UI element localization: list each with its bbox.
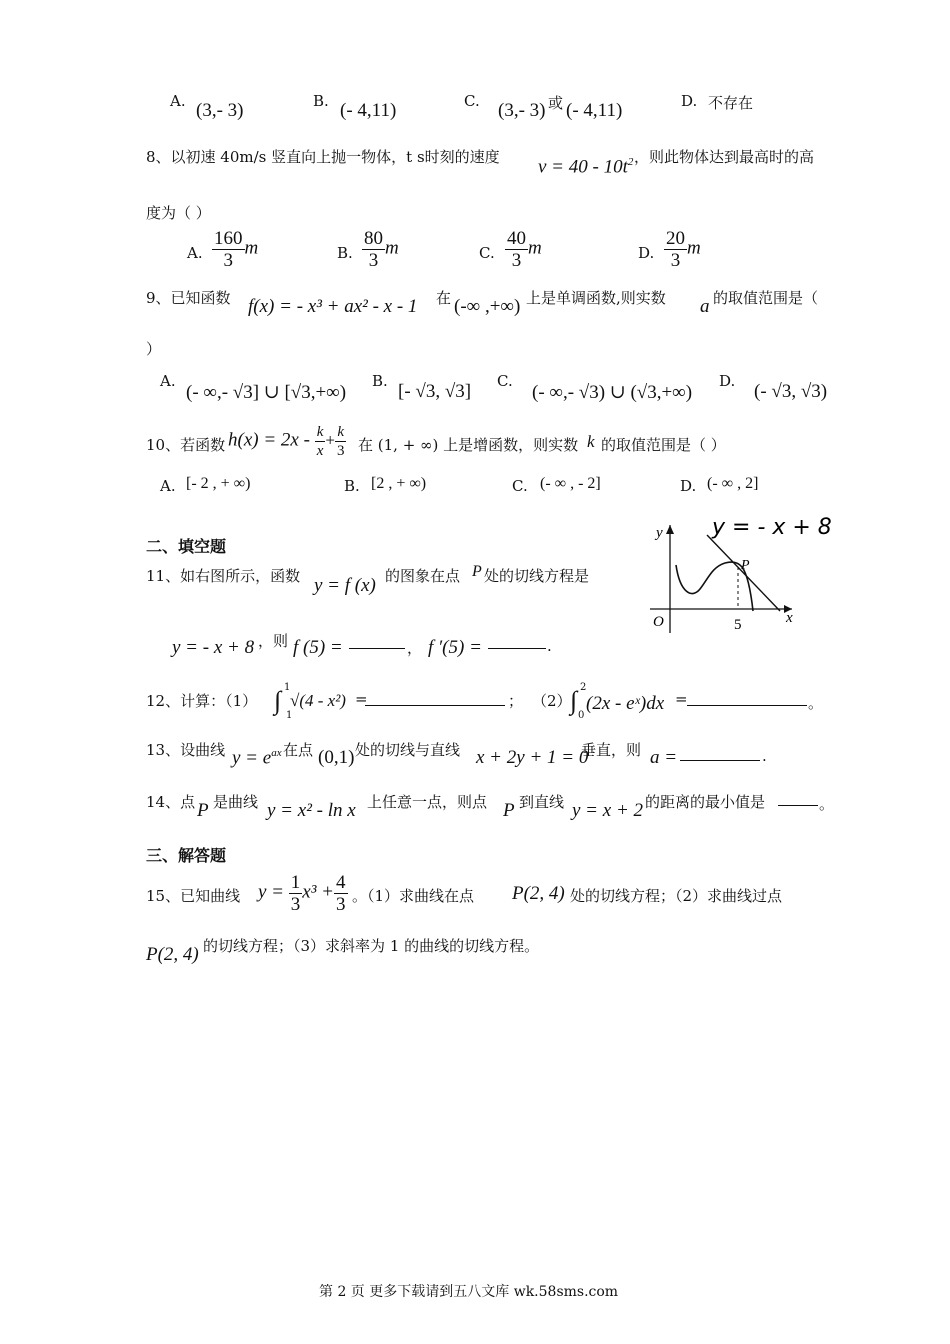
q11-separator: ， xyxy=(407,639,423,657)
q14-curve: y = x² - ln x xyxy=(267,800,356,821)
q10-option-b-label: B. xyxy=(344,477,360,495)
q12-part2: （2） xyxy=(532,692,572,710)
q10-option-c-label: C. xyxy=(512,477,528,495)
q8-option-b: $\frac{80}{3}$ m xyxy=(364,228,399,271)
q12-integral-1: ∫ 1 1 xyxy=(274,682,293,721)
q10-var-k: k xyxy=(587,432,595,451)
q14-text-start: 14、点 xyxy=(146,793,196,811)
q7-option-b-label: B. xyxy=(313,92,329,110)
q9-option-a: (- ∞,- √3] ∪ [√3,+∞) xyxy=(186,382,347,403)
q13-answer-blank[interactable] xyxy=(680,760,760,761)
graph-line-label: y = - x + 8 xyxy=(712,515,832,540)
q12-integral-2: ∫ 2 0 xyxy=(570,682,587,721)
q8-text-line2: 度为（ ） xyxy=(146,204,211,222)
tangent-graph xyxy=(640,505,832,640)
section-solve-heading: 三、解答题 xyxy=(146,846,227,865)
q13-end: . xyxy=(762,747,767,765)
q13-curve: $y = e^{ax}$ xyxy=(232,747,282,769)
q10-text-start: 10、若函数 xyxy=(146,436,226,454)
q8-velocity-formula: $v = 40 - 10t^2$ xyxy=(538,156,634,178)
q13-text-mid: 处的切线与直线 xyxy=(355,741,461,759)
q12-equals-2: = xyxy=(675,690,688,708)
q11-text-end: 处的切线方程是 xyxy=(484,567,590,585)
q11-answer-blank-2[interactable] xyxy=(488,648,546,649)
q15-point-2: P(2, 4) xyxy=(146,944,199,965)
q7-option-d: 不存在 xyxy=(708,94,754,112)
q11-f5: f (5) = xyxy=(293,637,343,658)
q9-text-in: 在 xyxy=(436,289,452,307)
q8-option-a: $\frac{160}{3}$ m xyxy=(214,228,259,271)
q7-option-a-label: A. xyxy=(170,92,186,110)
q15-point: P(2, 4) xyxy=(512,883,565,904)
q7-option-c-or: 或 xyxy=(548,94,564,112)
q8-option-b-label: B. xyxy=(337,244,353,262)
graph-y-label: y xyxy=(656,525,663,541)
q8-option-d-label: D. xyxy=(638,244,655,262)
q11-function: y = f (x) xyxy=(314,575,376,596)
section-fill-in-heading: 二、填空题 xyxy=(146,537,227,556)
q9-option-c-label: C. xyxy=(497,372,513,390)
q9-text-end: 的取值范围是（ xyxy=(713,289,819,307)
page-footer: 第 2 页 更多下载请到五八文库 wk.58sms.com xyxy=(319,1284,619,1300)
q8-option-c-label: C. xyxy=(479,244,495,262)
q7-option-c-label: C. xyxy=(464,92,480,110)
q11-text-start: 11、如右图所示，函数 xyxy=(146,567,301,585)
q15-text-part2: 处的切线方程；（2）求曲线过点 xyxy=(570,887,783,905)
q11-text-mid: 的图象在点 xyxy=(385,567,461,585)
q9-option-b: [- √3, √3] xyxy=(398,381,472,402)
q9-option-b-label: B. xyxy=(372,372,388,390)
q10-option-b: [2 , + ∞) xyxy=(371,475,427,492)
q13-point: (0,1) xyxy=(318,747,355,768)
q14-text-line: 到直线 xyxy=(519,793,565,811)
q10-text-mid: 在 (1, + ∞) 上是增函数，则实数 xyxy=(358,436,579,454)
q14-text-mid: 上任意一点，则点 xyxy=(367,793,488,811)
q10-text-end: 的取值范围是（ ） xyxy=(601,436,726,454)
q11-then: ，则 xyxy=(258,632,289,650)
q14-answer-blank[interactable] xyxy=(778,805,818,806)
q14-text-end: 的距离的最小值是 xyxy=(645,793,766,811)
graph-tick-label: 5 xyxy=(734,617,742,633)
q12-integrand-1: √(4 - x²) xyxy=(290,691,346,710)
q13-text-end: 垂直，则 xyxy=(581,741,642,759)
q12-answer-blank-2[interactable] xyxy=(687,705,807,706)
q13-var-a: a = xyxy=(650,747,678,768)
q7-option-d-label: D. xyxy=(681,92,698,110)
q10-option-c: (- ∞ , - 2] xyxy=(540,475,601,492)
q14-text-curve: 是曲线 xyxy=(213,793,259,811)
q9-option-d: (- √3, √3) xyxy=(754,381,828,402)
q10-function-formula: h(x) = 2x - $\frac{k}{x}$ + $\frac{k}{3}$ xyxy=(228,424,345,459)
q12-answer-blank-1[interactable] xyxy=(365,705,505,706)
q13-line: x + 2y + 1 = 0 xyxy=(476,747,589,768)
q8-text-start: 8、以初速 40m/s 竖直向上抛一物体，t s时刻的速度 xyxy=(146,148,500,166)
q15-curve: y = $\frac{1}{3}$ x³ + $\frac{4}{3}$ xyxy=(258,872,346,915)
q9-option-a-label: A. xyxy=(160,372,176,390)
q8-option-c: $\frac{40}{3}$ m xyxy=(507,228,542,271)
q9-option-d-label: D. xyxy=(719,372,736,390)
q14-point-p: P xyxy=(197,800,209,821)
q9-interval: (-∞ ,+∞) xyxy=(454,296,521,317)
q11-end: . xyxy=(547,637,552,655)
q15-text-part1: 。（1）求曲线在点 xyxy=(352,887,475,905)
q14-point-p2: P xyxy=(503,800,515,821)
graph-tangent-line xyxy=(707,535,780,611)
q13-text-at: 在点 xyxy=(283,741,314,759)
q12-integrand-2: (2x - eˣ)dx xyxy=(586,693,665,714)
q7-option-b: (- 4,11) xyxy=(340,100,397,121)
graph-x-label: x xyxy=(786,610,793,626)
q10-option-d-label: D. xyxy=(680,477,697,495)
q15-text-start: 15、已知曲线 xyxy=(146,887,241,905)
q9-var-a: a xyxy=(700,296,710,317)
q7-option-c1: (3,- 3) xyxy=(498,100,546,121)
q10-option-a-label: A. xyxy=(160,477,176,495)
graph-point-label: P xyxy=(741,558,750,573)
graph-y-arrow xyxy=(666,525,674,534)
q12-semicolon: ； xyxy=(508,692,524,710)
q10-option-d: (- ∞ , 2] xyxy=(707,475,759,492)
q10-option-a: [- 2 , + ∞) xyxy=(186,475,251,492)
q8-option-d: $\frac{20}{3}$ m xyxy=(666,228,701,271)
q9-text-start: 9、已知函数 xyxy=(146,289,231,307)
q13-text-start: 13、设曲线 xyxy=(146,741,226,759)
q11-fprime5: f ′(5) = xyxy=(428,637,482,658)
q7-option-a: (3,- 3) xyxy=(196,100,244,121)
q9-function-formula: f(x) = - x³ + ax² - x - 1 xyxy=(248,296,418,317)
q9-text-close: ） xyxy=(146,340,162,358)
q9-option-c: (- ∞,- √3) ∪ (√3,+∞) xyxy=(532,382,693,403)
q14-line: y = x + 2 xyxy=(572,800,644,821)
q12-end: 。 xyxy=(808,694,824,712)
q11-answer-blank-1[interactable] xyxy=(349,648,405,649)
q8-text-end: ，则此物体达到最高时的高 xyxy=(634,148,815,166)
q7-option-c2: (- 4,11) xyxy=(566,100,623,121)
q12-text-start: 12、计算：（1） xyxy=(146,692,258,710)
graph-origin-label: O xyxy=(653,614,664,630)
q11-tangent-line: y = - x + 8 xyxy=(172,637,255,658)
q15-text-part3: 的切线方程；（3）求斜率为 1 的曲线的切线方程。 xyxy=(203,937,540,955)
q8-option-a-label: A. xyxy=(187,244,203,262)
q12-equals-1: = xyxy=(355,690,368,708)
q14-end: 。 xyxy=(819,795,835,813)
q9-text-mid: 上是单调函数,则实数 xyxy=(526,289,666,307)
q11-point-p: P xyxy=(472,563,482,580)
